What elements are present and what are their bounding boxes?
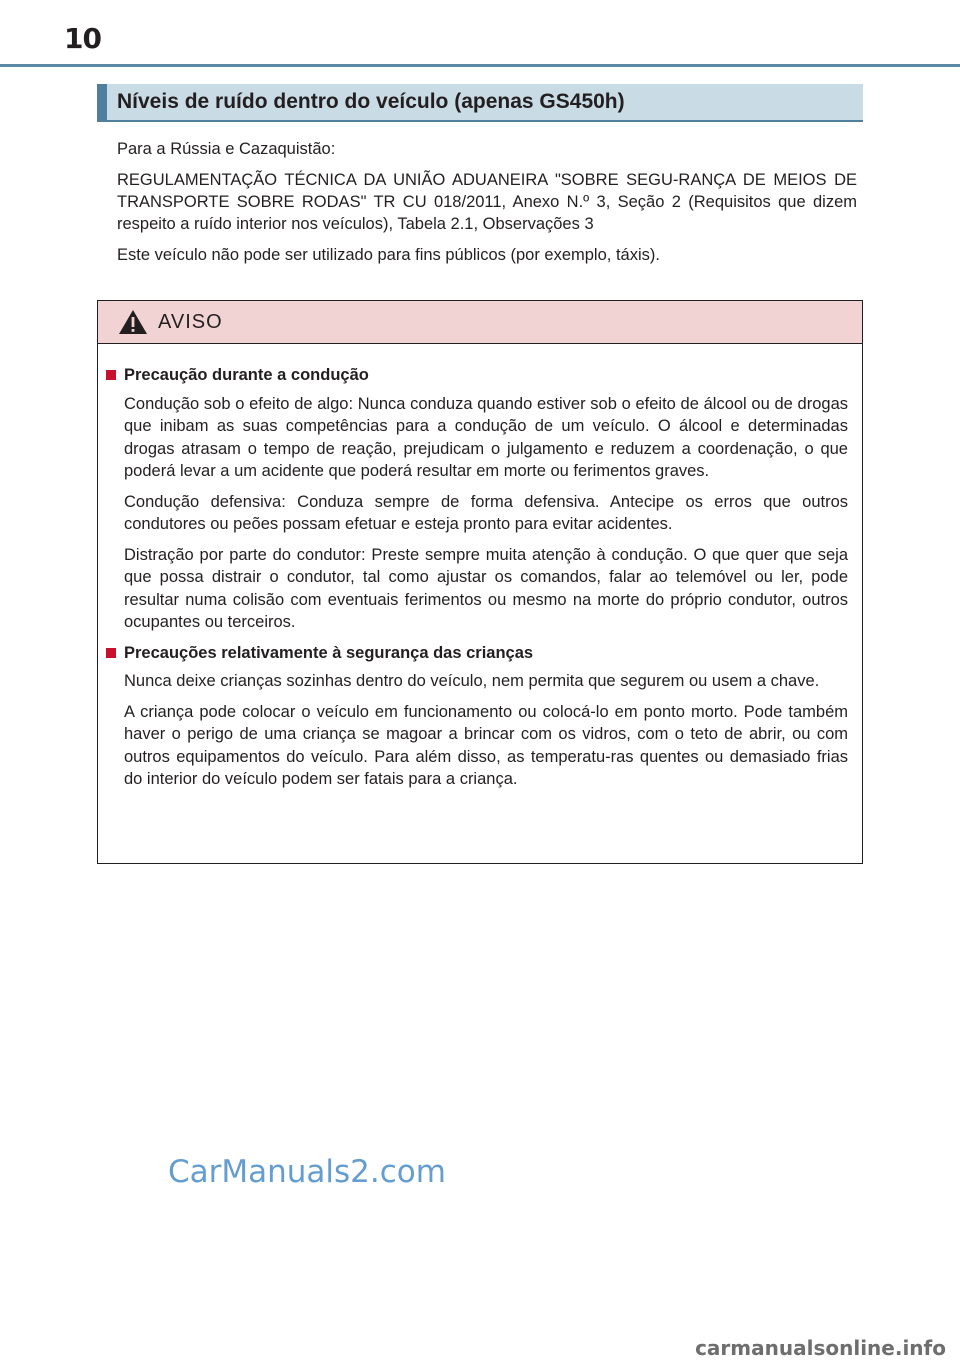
- warning-paragraph: Nunca deixe crianças sozinhas dentro do veículo, nem permita que segurem ou usem a chave.: [124, 672, 820, 690]
- warning-triangle-icon: [118, 309, 148, 335]
- warning-paragraph: Condução defensiva: Conduza sempre de forma defensiva. Antecipe os erros que outros condutores ou peões possam efetuar e esteja pronto para evitar acidentes.: [124, 492, 848, 533]
- intro-text: [117, 138, 857, 275]
- warning-item-title: [106, 364, 848, 387]
- warning-item-title: [106, 642, 848, 665]
- site-watermark: carmanualsonline.info: [695, 1336, 946, 1360]
- carmanuals-watermark: CarManuals2.com: [168, 1154, 446, 1190]
- warning-header: [98, 301, 862, 344]
- intro-paragraph: REGULAMENTAÇÃO TÉCNICA DA UNIÃO ADUANEIRA "SOBRE SEGU-RANÇA DE MEIOS DE TRANSPORTE SOBRE RODAS" TR CU 018/2011, Anexo N.º 3, Seção 2 (Requisitos que dizem respeito a ruído interior nos veículos), Tabela 2.1, Observações 3: [117, 171, 857, 233]
- page-number: 10: [64, 22, 101, 55]
- square-bullet-icon: [106, 648, 116, 658]
- warning-item-title-text: Precaução durante a condução: [124, 366, 369, 384]
- warning-paragraph: Condução sob o efeito de algo: Nunca conduza quando estiver sob o efeito de álcool ou de drogas que inibam as suas competências para a condução de um veículo. O álcool e determinadas drogas atrasam o tempo de reação, prejudicam o julgamento e reduzem a coordenação, o que poderá levar a um acidente que poderá resultar em morte ou ferimentos graves.: [124, 394, 848, 480]
- intro-paragraph: Para a Rússia e Cazaquistão:: [117, 140, 336, 158]
- warning-paragraph: Distração por parte do condutor: Preste sempre muita atenção à condução. O que quer que seja que possa distrair o condutor, tal como ajustar os comandos, falar ao telemóvel ou ler, pode resultar numa colisão com eventuais ferimentos ou mesmo na morte do próprio condutor, outros ocupantes ou terceiros.: [124, 545, 848, 631]
- square-bullet-icon: [106, 370, 116, 380]
- warning-item-title-text: Precauções relativamente à segurança das crianças: [124, 643, 534, 662]
- warning-title: AVISO: [158, 310, 223, 333]
- section-heading: Níveis de ruído dentro do veículo (apenas GS450h): [97, 84, 863, 122]
- warning-body: [98, 344, 862, 791]
- intro-paragraph: Este veículo não pode ser utilizado para fins públicos (por exemplo, táxis).: [117, 246, 660, 264]
- warning-box: [97, 300, 863, 864]
- warning-paragraph: A criança pode colocar o veículo em funcionamento ou colocá-lo em ponto morto. Pode também haver o perigo de uma criança se magoar a brincar com os vidros, com o teto de abrir, ou com outros equipamentos do veículo. Para além disso, as temperatu-ras quentes ou demasiado frias do interior do veículo podem ser fatais para a criança.: [124, 702, 848, 788]
- header-rule: [0, 64, 960, 67]
